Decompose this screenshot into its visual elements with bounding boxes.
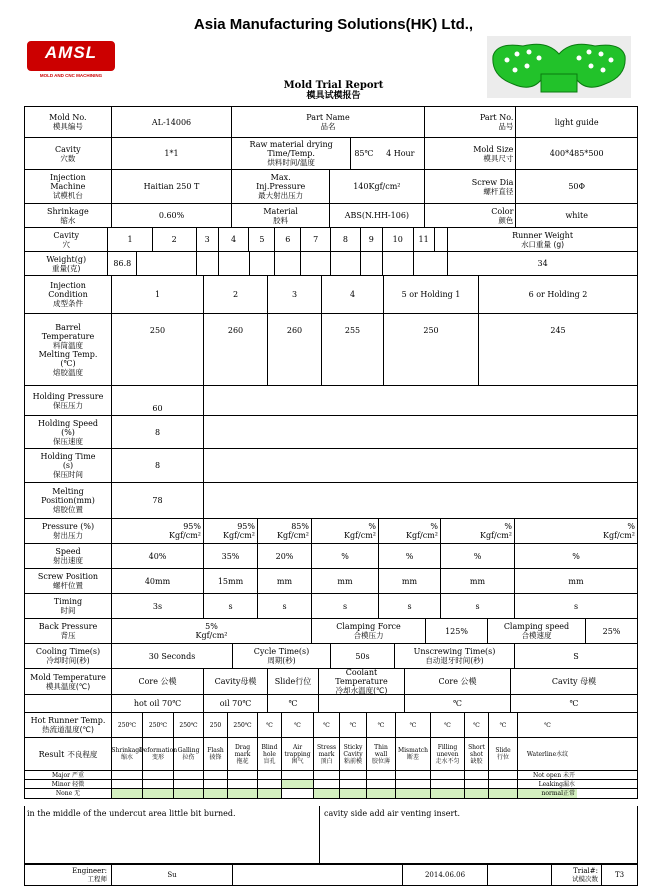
cavity-num: 6 <box>274 228 300 251</box>
screw-position-value: mm <box>514 569 637 593</box>
logo-text: AMSL <box>44 43 98 62</box>
screw-dia-label: Screw Dia 螺杆直径 <box>424 170 516 203</box>
speed-label: Speed 射出速度 <box>53 547 83 565</box>
company-logo <box>27 41 115 78</box>
report-title-cn: 模具试模报告 <box>306 91 361 101</box>
hot-runner-value: ℃ <box>517 713 577 737</box>
screw-position-value: 15mm <box>203 569 257 593</box>
hot-runner-value: 250 <box>203 713 227 737</box>
weight-cell <box>360 252 382 275</box>
row-level-major <box>25 770 637 779</box>
barrel-temp-value: 250 <box>111 314 203 385</box>
engineer-label: Engineer: 工程师 <box>72 867 107 883</box>
hot-runner-value: ℃ <box>281 713 313 737</box>
holding-time-label: Holding Time (s) 保压时间 <box>40 452 96 479</box>
row-pressure <box>25 518 637 543</box>
machine-label: Injection Machine 试模机台 <box>49 173 86 200</box>
logo-subtitle: MOLD AND CNC MACHINING <box>39 73 103 78</box>
row-shrinkage <box>25 203 637 227</box>
cavity-num-label: Cavity 穴 <box>53 230 80 249</box>
screw-position-label: Screw Position 螺杆位置 <box>37 572 99 590</box>
holding-speed-empty <box>203 416 637 448</box>
row-holding-pressure <box>25 385 637 415</box>
pressure-value: 95% Kgf/cm² <box>203 519 257 543</box>
stage-header: 3 <box>267 276 321 313</box>
mold-no-label: Mold No. 模具编号 <box>49 113 87 131</box>
barrel-temp-value: 245 <box>478 314 637 385</box>
report-title <box>0 80 667 102</box>
stage-header: 1 <box>111 276 203 313</box>
coolant-core-value: ℃ <box>404 695 510 712</box>
timing-value: s <box>203 594 257 618</box>
result-label: Result 不良程度 <box>38 749 98 759</box>
holding-speed-label: Holding Speed (%) 保压速度 <box>37 418 99 446</box>
row-mold-temp <box>25 668 637 694</box>
weight-cell <box>330 252 360 275</box>
defect-short-shot: Short shot 缺胶 <box>464 738 488 770</box>
pressure-value: % Kgf/cm² <box>440 519 514 543</box>
cavity-label: Cavity 穴数 <box>55 144 81 163</box>
mold-no-value: AL-14006 <box>111 107 232 137</box>
mold-temp-core: Core 公模 <box>111 669 203 694</box>
melting-position-value: 78 <box>111 483 203 518</box>
hot-runner-value: ℃ <box>395 713 430 737</box>
speed-value: 20% <box>257 544 311 568</box>
row-mold-temp-values <box>25 694 637 712</box>
defect-sticky-cavity: Sticky Cavity 粘前模 <box>339 738 366 770</box>
cavity-num: 1 <box>107 228 151 251</box>
row-level-minor <box>25 779 637 788</box>
row-injection-condition <box>25 275 637 313</box>
back-pressure-value: 5% Kgf/cm² <box>111 619 311 643</box>
row-cavity <box>25 137 637 169</box>
cavity-num: 8 <box>330 228 360 251</box>
timing-value: s <box>311 594 378 618</box>
stage-header: 4 <box>321 276 383 313</box>
material-label: Material 胶料 <box>231 204 329 227</box>
cooling-time-value: 30 Seconds <box>111 644 232 668</box>
timing-value: s <box>440 594 514 618</box>
stage-header: 2 <box>203 276 267 313</box>
machine-value: Haitian 250 T <box>111 170 232 203</box>
row-speed <box>25 543 637 568</box>
melting-position-label: Melting Position(mm) 熔胶位置 <box>41 487 95 514</box>
row-machine <box>25 169 637 203</box>
weight-cell <box>249 252 275 275</box>
row-holding-time <box>25 448 637 482</box>
waterline-note: normal正常 <box>517 789 577 798</box>
defect-drag-mark: Drag mark 拖花 <box>227 738 257 770</box>
row-weight <box>25 251 637 275</box>
sign-off <box>24 864 638 886</box>
weight-cell <box>218 252 249 275</box>
defect-stress-mark: Stress mark 顶白 <box>313 738 339 770</box>
result-mark <box>281 780 313 788</box>
cavity-num: 10 <box>382 228 413 251</box>
speed-value: 35% <box>203 544 257 568</box>
runner-weight-value: 34 <box>447 252 637 275</box>
row-holding-speed <box>25 415 637 448</box>
stage-header: 6 or Holding 2 <box>478 276 637 313</box>
shrinkage-label: Shrinkage 缩水 <box>47 206 89 225</box>
row-hot-runner <box>25 712 637 737</box>
material-value: ABS(N.HH-106) <box>329 204 424 227</box>
part-no-value: light guide <box>515 107 637 137</box>
clamping-speed-label: Clamping speed 合模速度 <box>487 619 585 643</box>
unscrewing-time-value: S <box>514 644 637 668</box>
color-label: Color 颜色 <box>424 204 516 227</box>
back-pressure-label: Back Pressure 背压 <box>38 622 98 640</box>
weight-cell <box>196 252 218 275</box>
cavity-num: 2 <box>152 228 196 251</box>
row-result <box>25 737 637 770</box>
max-pressure-label: Max. Inj.Pressure 最大射出压力 <box>231 170 329 203</box>
row-melting-position <box>25 482 637 518</box>
drying-label: Raw material drying Time/Temp. 烘料时间/温度 <box>231 138 350 169</box>
defect-blind-hole: Blind hole 盲孔 <box>257 738 281 770</box>
defect-thin-wall: Thin wall 胶位薄 <box>366 738 395 770</box>
timing-value: s <box>257 594 311 618</box>
holding-time-value: 8 <box>111 449 203 482</box>
defect-deformation: Deformation 变形 <box>142 738 173 770</box>
cycle-time-value: 50s <box>330 644 394 668</box>
clamping-speed-value: 25% <box>585 619 637 643</box>
mold-temp-core-value: hot oil 70℃ <box>111 695 203 712</box>
defect-slide: Slide 行位 <box>488 738 517 770</box>
timing-value: s <box>514 594 637 618</box>
row-screw-position <box>25 568 637 593</box>
mold-size-label: Mold Size 模具尺寸 <box>424 138 516 169</box>
row-timing <box>25 593 637 618</box>
row-back-pressure <box>25 618 637 643</box>
mold-temp-label-cont <box>25 695 111 712</box>
defect-filling-uneven: Filling uneven 走水不匀 <box>430 738 464 770</box>
mold-temp-slide-value: ℃ <box>267 695 318 712</box>
cavity-num: 11 <box>413 228 434 251</box>
part-no-label: Part No. 品号 <box>424 107 516 137</box>
melting-position-empty <box>203 483 637 518</box>
weight-label: Weight(g) 重量(克) <box>46 254 87 273</box>
screw-position-value: mm <box>440 569 514 593</box>
hot-runner-value: ℃ <box>488 713 517 737</box>
drying-time: 4 Hour <box>386 149 415 158</box>
trial-label: Trial#: 试模次数 <box>551 865 601 885</box>
remark-right: cavity side add air venting insert. <box>324 809 461 818</box>
coolant-core: Core 公模 <box>404 669 510 694</box>
row-cavity-numbers <box>25 227 637 251</box>
pressure-value: % Kgf/cm² <box>514 519 637 543</box>
pressure-value: % Kgf/cm² <box>378 519 440 543</box>
clamping-force-label: Clamping Force 合模压力 <box>311 619 425 643</box>
screw-dia-value: 50Φ <box>515 170 637 203</box>
speed-value: % <box>378 544 440 568</box>
coolant-temp-label-cont <box>318 695 404 712</box>
clamping-force-value: 125% <box>425 619 487 643</box>
hot-runner-value: ℃ <box>464 713 488 737</box>
defect-shrinkage: Shrinkage 缩水 <box>111 738 142 770</box>
cavity-value: 1*1 <box>111 138 232 169</box>
drying-temp: 85℃ <box>350 138 377 169</box>
remark-left: in the middle of the undercut area little bit burned. <box>25 806 320 863</box>
weight-cell <box>300 252 330 275</box>
footer-blank <box>487 865 551 885</box>
screw-position-value: mm <box>378 569 440 593</box>
cavity-num: 7 <box>300 228 330 251</box>
injection-condition-label: Injection Condition 成型条件 <box>48 281 88 308</box>
screw-position-value: mm <box>311 569 378 593</box>
hot-runner-value: ℃ <box>366 713 395 737</box>
hot-runner-value: 250℃ <box>227 713 257 737</box>
row-level-none <box>25 788 637 798</box>
barrel-temp-label: Barrel Temperature 料筒温度 Melting Temp. (℃) 熔胶温度 <box>38 322 98 377</box>
coolant-cavity-value: ℃ <box>510 695 637 712</box>
color-value: white <box>515 204 637 227</box>
barrel-temp-value: 260 <box>203 314 267 385</box>
cavity-num: 9 <box>360 228 382 251</box>
stage-header: 5 or Holding 1 <box>383 276 478 313</box>
defect-mismatch: Mismatch 断差 <box>395 738 430 770</box>
level-major-label: Major 严重 <box>51 771 85 779</box>
waterline-note: Not open 未开 <box>517 771 577 779</box>
max-pressure-value: 140Kgf/cm² <box>329 170 424 203</box>
unscrewing-time-label: Unscrewing Time(s) 自动退牙时间(秒) <box>394 644 514 668</box>
engineer-value: Su <box>111 865 232 885</box>
pressure-value: % Kgf/cm² <box>311 519 378 543</box>
company-name: Asia Manufacturing Solutions(HK) Ltd., <box>193 16 474 33</box>
mold-temp-cavity-value: oil 70℃ <box>203 695 267 712</box>
mold-size-value: 400*485*500 <box>515 138 637 169</box>
hot-runner-value: 250℃ <box>111 713 142 737</box>
hot-runner-value: 250℃ <box>142 713 173 737</box>
runner-weight-label: Runner Weight 水口重量 (g) <box>447 228 637 251</box>
row-mold-no <box>25 107 637 137</box>
mold-temp-cavity: Cavity母模 <box>203 669 267 694</box>
holding-pressure-value: 60 <box>111 386 203 415</box>
report-title-en: Mold Trial Report <box>283 80 384 91</box>
coolant-cavity: Cavity 母模 <box>510 669 637 694</box>
hot-runner-value: ℃ <box>430 713 464 737</box>
weight-cell <box>382 252 413 275</box>
weight-cell <box>413 252 448 275</box>
coolant-temp-label: Coolant Temperature 冷却水温度(℃) <box>318 669 404 694</box>
speed-value: % <box>311 544 378 568</box>
mold-temp-slide: Slide行位 <box>267 669 318 694</box>
speed-value: % <box>440 544 514 568</box>
hot-runner-value: 250℃ <box>173 713 203 737</box>
barrel-temp-value: 260 <box>267 314 321 385</box>
holding-pressure-empty <box>203 386 637 415</box>
cavity-num: 3 <box>196 228 218 251</box>
hot-runner-value: ℃ <box>257 713 281 737</box>
defect-flash: Flash 披锋 <box>203 738 227 770</box>
footer-blank <box>232 865 402 885</box>
mold-temp-label: Mold Temperature 模具温度(℃) <box>30 672 106 691</box>
row-barrel-temp <box>25 313 637 385</box>
cavity-num-empty <box>434 228 447 251</box>
screw-position-value: 40mm <box>111 569 203 593</box>
holding-speed-value: 8 <box>111 416 203 448</box>
weight-cell <box>274 252 300 275</box>
shrinkage-value: 0.60% <box>111 204 232 227</box>
cavity-num: 5 <box>248 228 274 251</box>
weight-value: 86.8 <box>107 252 136 275</box>
level-minor-label: Minor 轻微 <box>51 780 85 788</box>
weight-cell <box>136 252 195 275</box>
defect-galling: Galling 拉伤 <box>173 738 203 770</box>
screw-position-value: mm <box>257 569 311 593</box>
pressure-value: 95% Kgf/cm² <box>111 519 203 543</box>
cooling-time-label: Cooling Time(s) 冷却时间(秒) <box>35 647 101 665</box>
level-none-label: None 无 <box>55 790 81 797</box>
remarks <box>24 806 638 864</box>
trial-form <box>24 106 638 799</box>
hot-runner-value: ℃ <box>313 713 339 737</box>
barrel-temp-value: 255 <box>321 314 383 385</box>
timing-value: 3s <box>111 594 203 618</box>
defect-waterline: Waterline水纹 <box>517 738 577 770</box>
hot-runner-label: Hot Runner Temp. 热流道温度(℃) <box>30 716 106 734</box>
waterline-note: Leaking漏水 <box>517 780 577 788</box>
pressure-label: Pressure (%) 射出压力 <box>41 522 95 540</box>
cycle-time-label: Cycle Time(s) 周期(秒) <box>232 644 330 668</box>
speed-value: % <box>514 544 637 568</box>
timing-label: Timing 时间 <box>53 597 83 615</box>
pressure-value: 85% Kgf/cm² <box>257 519 311 543</box>
barrel-temp-value: 250 <box>383 314 478 385</box>
trial-value: T3 <box>601 865 637 885</box>
hot-runner-value: ℃ <box>339 713 366 737</box>
cavity-num: 4 <box>218 228 249 251</box>
holding-time-empty <box>203 449 637 482</box>
row-cooling-time <box>25 643 637 668</box>
speed-value: 40% <box>111 544 203 568</box>
report-date: 2014.06.06 <box>402 865 487 885</box>
holding-pressure-label: Holding Pressure 保压压力 <box>32 391 104 410</box>
timing-value: s <box>378 594 440 618</box>
defect-air-trapping: Air trapping 困气 <box>281 738 313 770</box>
part-name-label: Part Name 品名 <box>231 107 423 137</box>
